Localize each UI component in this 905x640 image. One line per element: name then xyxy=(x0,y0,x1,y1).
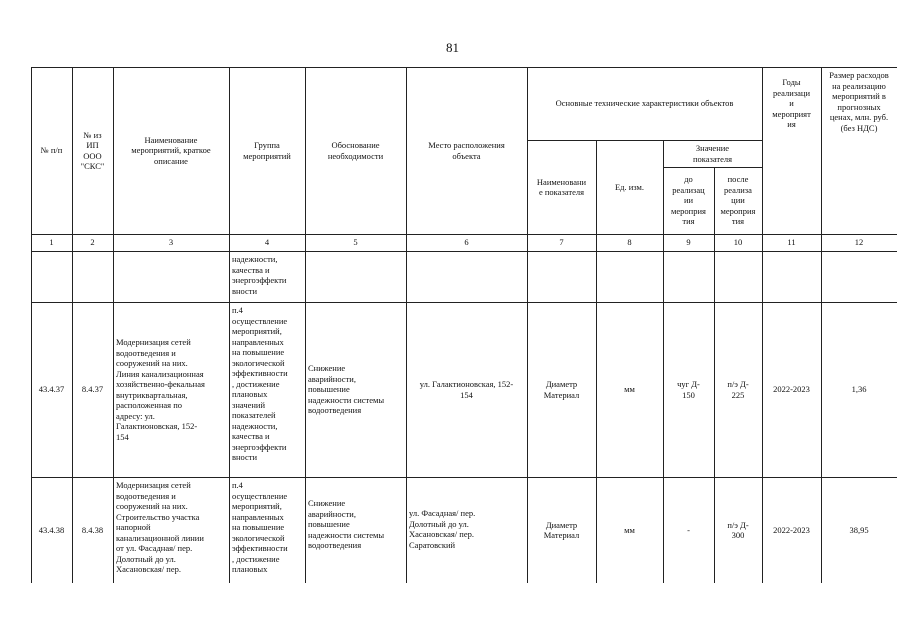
table-row-cost: 38,95 xyxy=(849,524,869,535)
col-number: 8 xyxy=(627,237,632,248)
table-row-reason: Снижение аварийности, повышение надежности системы водоотведения xyxy=(308,363,385,416)
table-row-location: ул. Фасадная/ пер. Долотный до ул. Хасановская/ пер. Саратовский xyxy=(409,508,476,550)
col-number: 9 xyxy=(686,237,691,248)
header-unit: Ед. изм. xyxy=(614,181,645,192)
table-row-years: 2022-2023 xyxy=(773,524,810,535)
table-row-cost: 1,36 xyxy=(851,384,867,395)
col-number: 7 xyxy=(559,237,564,248)
header-characteristics: Основные технические характеристики объектов xyxy=(555,98,734,109)
table-row-indicator: Диаметр Материал xyxy=(543,519,580,540)
header-group: Группа мероприятий xyxy=(243,140,291,161)
col-number: 6 xyxy=(464,237,469,248)
table-row-name: Модернизация сетей водоотведения и сооружений на них. Линия канализационная хозяйственно-фекальная внутриквартальная, расположенная по адресу: ул. Галактионовская, 152- 154 xyxy=(116,337,205,442)
continuation-group: надежности, качества и энергоэффекти вности xyxy=(232,254,287,296)
table-row-ip: 8.4.38 xyxy=(81,524,104,535)
measures-table xyxy=(31,67,897,583)
table-row-group: п.4 осуществление мероприятий, направленных на повышение экологической эффективности , достижение плановых xyxy=(232,480,288,574)
page-number: 81 xyxy=(446,40,459,55)
header-value: Значение показателя xyxy=(692,143,733,164)
header-cost: Размер расходов на реализацию мероприятий в прогнозных ценах, млн. руб. (без НДС) xyxy=(829,70,889,133)
table-row-group: п.4 осуществление мероприятий, направленных на повышение экологической эффективности , достижение плановых значений показателей надежности, качества и энергоэффекти вности xyxy=(232,305,288,462)
col-number: 2 xyxy=(90,237,95,248)
col-number: 4 xyxy=(264,237,270,248)
col-number: 5 xyxy=(353,237,358,248)
table-row-num: 43.4.37 xyxy=(38,384,65,395)
col-number: 12 xyxy=(854,237,864,248)
table-row-after: п/э Д- 225 xyxy=(727,379,749,400)
header-name: Наименование мероприятий, краткое описание xyxy=(131,134,211,166)
col-number: 1 xyxy=(49,237,54,248)
table-row-after: п/э Д- 300 xyxy=(727,519,749,540)
col-number: 3 xyxy=(168,237,174,248)
header-reason: Обоснование необходимости xyxy=(327,140,384,161)
header-years: Годы реализаци и мероприят ия xyxy=(772,77,811,130)
table-row-location: ул. Галактионовская, 152- 154 xyxy=(419,379,514,400)
header-location: Место расположения объекта xyxy=(428,140,505,161)
table-rule-numbers-bottom xyxy=(31,251,897,252)
table-row-before: чуг Д- 150 xyxy=(677,379,700,400)
table-row-unit: мм xyxy=(624,384,635,395)
header-num: № п/п xyxy=(40,145,63,156)
table-row-reason: Снижение аварийности, повышение надежности системы водоотведения xyxy=(308,498,385,550)
table-row-ip: 8.4.37 xyxy=(81,384,104,395)
table-row-num: 43.4.38 xyxy=(38,524,65,535)
col-number: 11 xyxy=(787,237,796,248)
header-before: до реализац ии мероприя тия xyxy=(671,174,706,227)
table-row-indicator: Диаметр Материал xyxy=(543,379,580,400)
table-row-unit: мм xyxy=(624,524,635,535)
col-number: 10 xyxy=(733,237,743,248)
table-row-before: - xyxy=(687,524,690,535)
table-row-years: 2022-2023 xyxy=(773,384,810,395)
header-indicator: Наименовани е показателя xyxy=(536,176,587,197)
header-ip-num: № из ИП ООО "СКС" xyxy=(80,129,105,171)
table-row-name: Модернизация сетей водоотведения и сооружений на них. Строительство участка напорной канализационной линии от ул. Фасадная/ пер. Долотный до ул. Хасановская/ пер. xyxy=(116,480,204,574)
header-after: после реализа ции мероприя тия xyxy=(720,174,756,227)
